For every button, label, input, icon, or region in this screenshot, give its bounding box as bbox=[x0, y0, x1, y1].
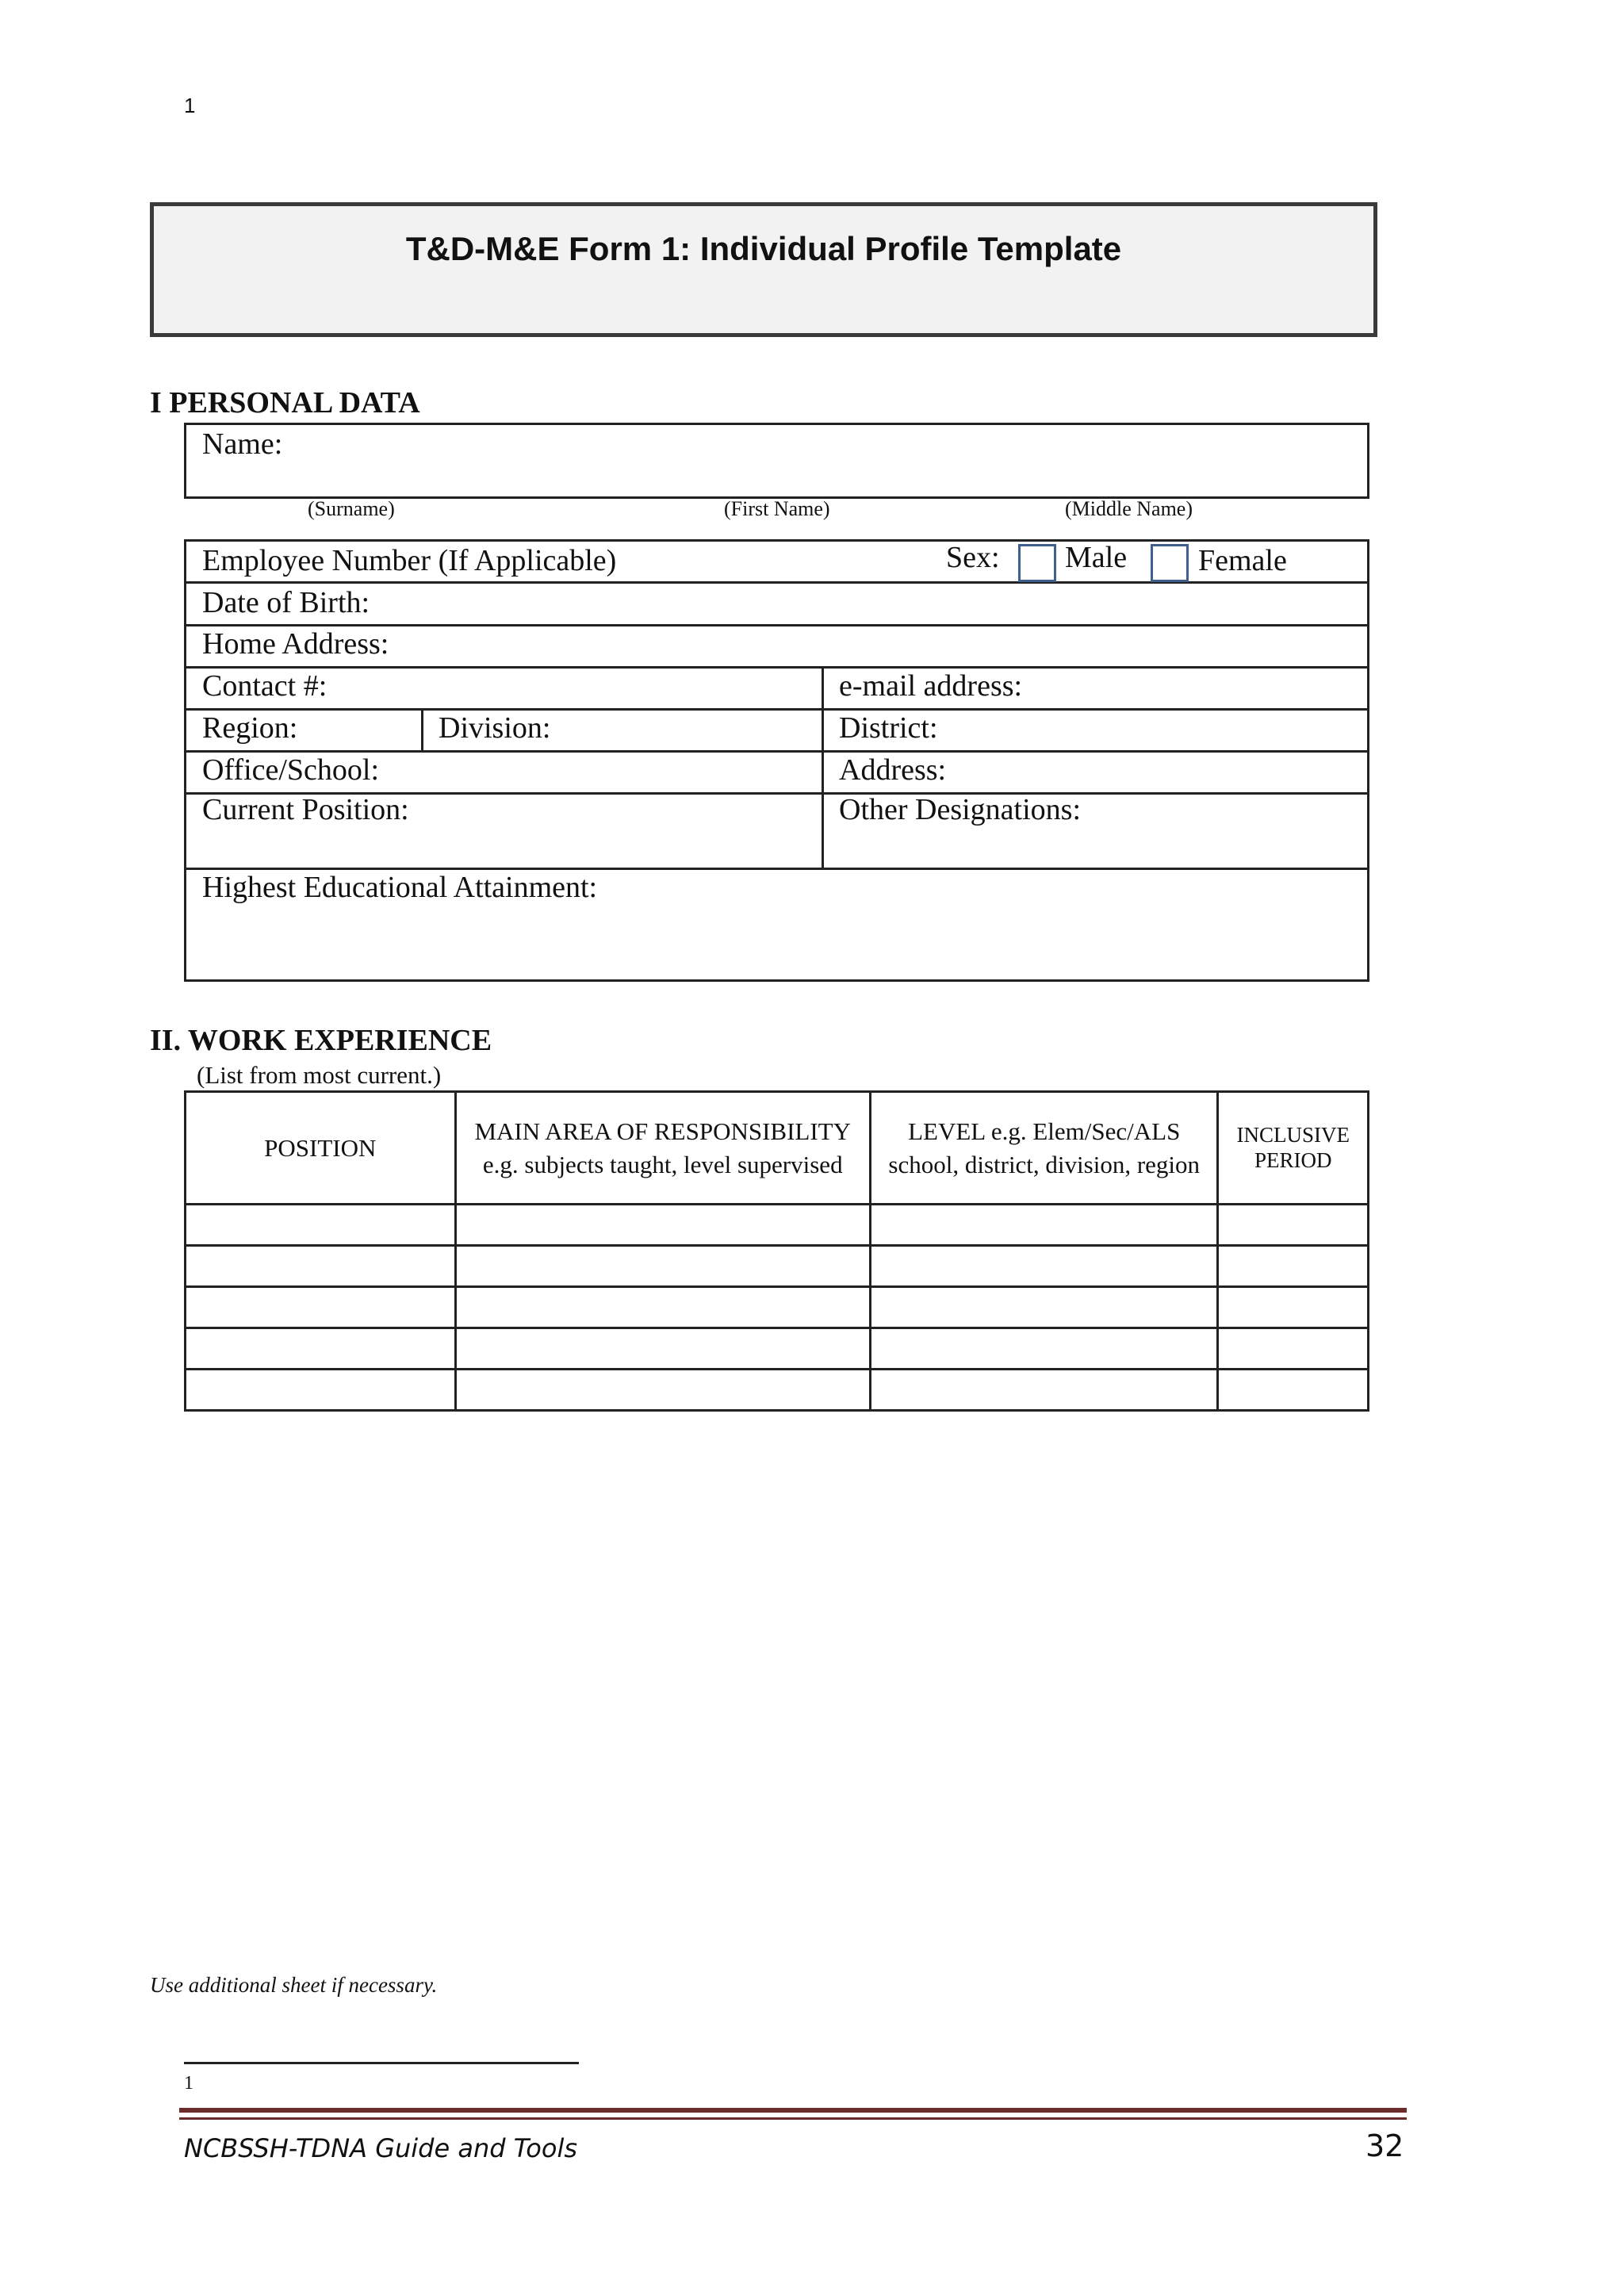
form-title: T&D-M&E Form 1: Individual Profile Template bbox=[405, 230, 1122, 267]
contact-label: Contact #: bbox=[202, 669, 327, 703]
region-label: Region: bbox=[202, 711, 298, 745]
table-row bbox=[186, 1205, 1369, 1246]
dob-label: Date of Birth: bbox=[202, 586, 370, 619]
name-field[interactable] bbox=[184, 423, 1369, 499]
education-label: Highest Educational Attainment: bbox=[202, 871, 598, 904]
home-address-label: Home Address: bbox=[202, 627, 389, 661]
footer-document-name: NCBSSH-TDNA Guide and Tools bbox=[184, 2133, 578, 2163]
sex-label: Sex: bbox=[946, 541, 1000, 574]
column-header-responsibility: MAIN AREA OF RESPONSIBILITY e.g. subjects taught, level supervised bbox=[455, 1092, 870, 1205]
table-row bbox=[186, 1246, 1369, 1287]
office-school-label: Office/School: bbox=[202, 753, 380, 787]
firstname-caption: (First Name) bbox=[724, 497, 830, 520]
footer-rule-thin bbox=[179, 2117, 1407, 2120]
column-header-position: POSITION bbox=[186, 1092, 456, 1205]
female-checkbox[interactable] bbox=[1151, 544, 1189, 582]
column-header-inclusive-period: INCLUSIVE PERIOD bbox=[1218, 1092, 1369, 1205]
page-number: 32 bbox=[1365, 2128, 1404, 2163]
other-designations-label: Other Designations: bbox=[839, 793, 1082, 826]
name-label: Name: bbox=[202, 427, 283, 461]
current-position-label: Current Position: bbox=[202, 793, 409, 826]
male-label: Male bbox=[1065, 541, 1128, 574]
employee-number-label: Employee Number (If Applicable) bbox=[202, 544, 617, 577]
section-personal-data-heading: I PERSONAL DATA bbox=[150, 386, 420, 420]
personal-data-table bbox=[184, 539, 1369, 982]
table-row bbox=[186, 1328, 1369, 1370]
footer-rule bbox=[179, 2108, 1407, 2113]
additional-sheet-note: Use additional sheet if necessary. bbox=[150, 1973, 438, 1997]
footnote-separator bbox=[184, 2062, 579, 2064]
district-label: District: bbox=[839, 711, 938, 745]
female-label: Female bbox=[1198, 544, 1287, 577]
email-label: e-mail address: bbox=[839, 669, 1023, 703]
work-experience-table bbox=[184, 1090, 1369, 1412]
top-footnote-marker: 1 bbox=[184, 94, 196, 117]
male-checkbox[interactable] bbox=[1018, 544, 1056, 582]
address-label: Address: bbox=[839, 753, 947, 787]
table-row bbox=[186, 1287, 1369, 1328]
column-header-level: LEVEL e.g. Elem/Sec/ALS school, district, division, region bbox=[870, 1092, 1218, 1205]
work-experience-subheading: (List from most current.) bbox=[197, 1061, 442, 1089]
form-title-box bbox=[150, 202, 1377, 337]
division-label: Division: bbox=[439, 711, 551, 745]
middlename-caption: (Middle Name) bbox=[1065, 497, 1193, 520]
surname-caption: (Surname) bbox=[308, 497, 395, 520]
section-work-experience-heading: II. WORK EXPERIENCE bbox=[150, 1024, 492, 1057]
table-row bbox=[186, 1370, 1369, 1411]
footnote-marker: 1 bbox=[184, 2073, 193, 2094]
